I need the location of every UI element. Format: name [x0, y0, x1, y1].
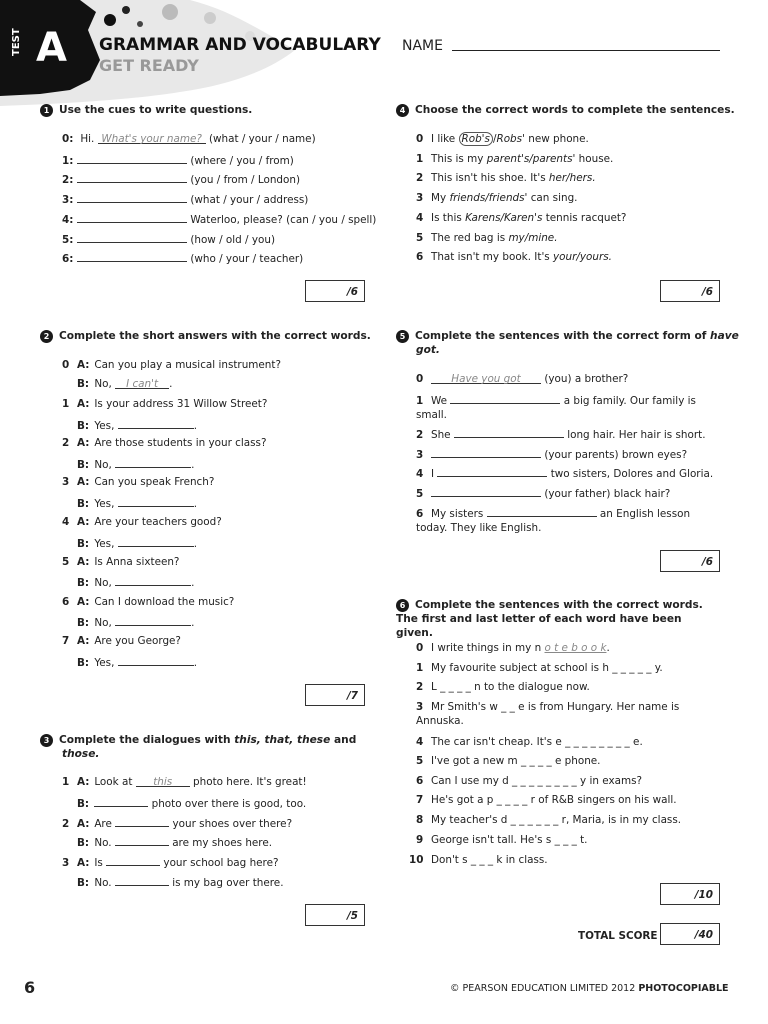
answer-blank[interactable]: [118, 535, 194, 547]
ex6-item: [416, 735, 643, 749]
item-prefix: That isn't my book. It's: [431, 251, 550, 263]
item-number: 1: [416, 395, 424, 407]
question-text: Can I download the music?: [94, 596, 235, 608]
item-number: 5: [416, 232, 424, 244]
item-number: 2: [416, 681, 424, 693]
total-score-label: TOTAL SCORE: [578, 930, 658, 942]
ex2-item-b: [77, 535, 197, 551]
speaker-b-label: B:: [77, 378, 90, 390]
answer-blank[interactable]: [115, 456, 191, 468]
item-number: 1: [62, 776, 70, 788]
question-text: Is your address 31 Willow Street?: [94, 398, 268, 410]
item-prefix: She: [431, 429, 451, 441]
dialogue-prefix: No.: [94, 877, 112, 889]
ex6-item: [416, 661, 663, 675]
ex5-item: [416, 465, 713, 481]
choice-options[interactable]: your/yours.: [553, 251, 612, 263]
ex3-instruction: Complete the dialogues with: [59, 734, 231, 746]
ex5-heading: [396, 329, 739, 343]
answer-blank[interactable]: [94, 795, 148, 807]
ex3-heading: [40, 733, 356, 747]
item-cue: Waterloo, please? (can / you / spell): [190, 214, 377, 226]
answer-blank[interactable]: [115, 815, 169, 827]
item-text[interactable]: My favourite subject at school is h _ _ _ _ _ y.: [431, 662, 663, 674]
item-suffix: long hair. Her hair is short.: [567, 429, 706, 441]
item-prefix: This isn't his shoe. It's: [431, 172, 546, 184]
answer-blank[interactable]: [118, 495, 194, 507]
item-text[interactable]: Don't s _ _ _ k in class.: [431, 854, 548, 866]
item-number: 2: [416, 172, 424, 184]
choice-options[interactable]: Karens/Karen's: [465, 212, 543, 224]
answer-blank[interactable]: [115, 874, 169, 886]
speaker-b-label: B:: [77, 498, 90, 510]
item-text[interactable]: L _ _ _ _ n to the dialogue now.: [431, 681, 590, 693]
ex2-item-b: [77, 614, 194, 630]
item-number: 1:: [62, 155, 74, 167]
dialogue-prefix: Are: [94, 818, 112, 830]
item-number: 3: [416, 449, 424, 461]
speaker-a-label: A:: [77, 776, 90, 788]
period: .: [193, 498, 198, 510]
item-number: 6: [416, 251, 424, 263]
answer-blank[interactable]: [77, 191, 187, 203]
ex2-item-b: [77, 456, 194, 472]
ex4-number-badge: 4: [396, 104, 409, 117]
ex6-item: [416, 700, 706, 728]
choice-options[interactable]: her/hers.: [548, 172, 596, 184]
dialogue-suffix: are my shoes here.: [172, 837, 273, 849]
choice-options[interactable]: my/mine.: [508, 232, 558, 244]
dialogue-prefix: Is: [94, 857, 103, 869]
item-number: 9: [416, 834, 424, 846]
item-suffix: an English lesson today. They like English.: [416, 508, 691, 534]
example-answer: this: [136, 775, 190, 787]
item-text[interactable]: He's got a p _ _ _ _ r of R&B singers on his wall.: [431, 794, 677, 806]
ex6-score-box: /10: [660, 883, 720, 905]
answer-prefix: No,: [94, 617, 112, 629]
speaker-a-label: A:: [77, 818, 90, 830]
speaker-b-label: B:: [77, 420, 90, 432]
item-number: 4:: [62, 214, 74, 226]
ex1-item: [62, 152, 294, 168]
ex4-instruction: Choose the correct words to complete the sentences.: [415, 104, 735, 116]
answer-blank[interactable]: [77, 152, 187, 164]
item-number: 4: [416, 212, 424, 224]
ex3-instruction-and: and: [334, 734, 357, 746]
ex3-item-b: [77, 834, 272, 850]
choice-options[interactable]: friends/friends': [449, 192, 528, 204]
item-number: 0:: [62, 133, 74, 145]
speaker-b-label: B:: [77, 798, 90, 810]
answer-blank[interactable]: [77, 211, 187, 223]
ex6-number-badge: 6: [396, 599, 409, 612]
ex3-item-a: [62, 854, 279, 870]
test-letter: A: [36, 25, 67, 71]
ex4-item: [416, 191, 577, 205]
ex1-item: [62, 171, 300, 187]
ex4-item: [416, 231, 558, 245]
item-cue: (who / your / teacher): [190, 253, 304, 265]
item-prefix: This is my: [431, 153, 484, 165]
speaker-b-label: B:: [77, 837, 90, 849]
answer-blank[interactable]: [431, 446, 541, 458]
period: .: [193, 420, 198, 432]
ex3-number-badge: 3: [40, 734, 53, 747]
answer-blank[interactable]: [118, 654, 194, 666]
choice-options[interactable]: parent's/parents': [486, 153, 576, 165]
item-suffix: house.: [578, 153, 614, 165]
item-prefix: Hi.: [80, 133, 95, 145]
item-number: 6:: [62, 253, 74, 265]
period: .: [191, 459, 195, 471]
item-number: 6: [416, 508, 424, 520]
ex3-instruction-last: those.: [62, 748, 100, 760]
dialogue-suffix: photo here. It's great!: [193, 776, 307, 788]
item-text[interactable]: George isn't tall. He's s _ _ _ t.: [431, 834, 588, 846]
period: .: [169, 378, 173, 390]
footer-copyright-line: [450, 982, 729, 996]
speaker-a-label: A:: [77, 359, 90, 371]
item-cue: (what / your / address): [190, 194, 309, 206]
ex4-heading: [396, 103, 735, 117]
item-prefix: My: [431, 192, 447, 204]
ex4-item: [416, 211, 626, 225]
speaker-a-label: A:: [77, 516, 90, 528]
answer-prefix: No,: [94, 378, 112, 390]
ex2-item-b: [77, 417, 197, 433]
ex5-item: [416, 485, 670, 501]
ex5-heading-line2: [416, 343, 440, 357]
item-cue: (what / your / name): [208, 133, 316, 145]
answer-blank[interactable]: [487, 505, 597, 517]
speaker-a-label: A:: [77, 398, 90, 410]
ex2-item-a: [62, 515, 222, 529]
item-suffix: tennis racquet?: [545, 212, 627, 224]
ex3-item-b: [77, 795, 306, 811]
item-prefix: The red bag is: [431, 232, 506, 244]
item-text[interactable]: I've got a new m _ _ _ _ e phone.: [431, 755, 601, 767]
page-number: 6: [24, 978, 36, 997]
item-suffix: two sisters, Dolores and Gloria.: [550, 468, 714, 480]
question-text: Can you play a musical instrument?: [94, 359, 281, 371]
item-prefix: I like: [431, 133, 456, 145]
ex5-instruction-post: got.: [416, 344, 440, 356]
ex1-item: [62, 132, 316, 146]
example-answer: What's your name?: [98, 132, 206, 144]
ex4-item: [416, 132, 589, 146]
answer-blank[interactable]: [77, 231, 187, 243]
ex1-score-box: /6: [305, 280, 365, 302]
ex6-heading: [396, 598, 708, 640]
answer-blank[interactable]: [115, 614, 191, 626]
ex1-item: [62, 250, 303, 266]
item-number: 3:: [62, 194, 74, 206]
item-text[interactable]: Can I use my d _ _ _ _ _ _ _ _ y in exams?: [431, 775, 643, 787]
speaker-b-label: B:: [77, 877, 90, 889]
item-cue: (where / you / from): [190, 155, 294, 167]
page-subtitle: GET READY: [99, 56, 199, 75]
name-label: NAME: [402, 38, 443, 54]
item-number: 5: [416, 755, 424, 767]
speaker-a-label: A:: [77, 635, 90, 647]
ex6-item: [416, 833, 588, 847]
item-number: 0: [416, 133, 424, 145]
ex5-instruction-italic: have: [710, 330, 739, 342]
period: .: [191, 617, 195, 629]
answer-blank[interactable]: [77, 250, 187, 262]
item-cue: (you / from / London): [190, 174, 300, 186]
item-prefix: I write things in my n: [431, 642, 542, 654]
answer-blank[interactable]: [454, 426, 564, 438]
circled-choice: Rob's: [459, 132, 493, 146]
ex3-score-box: /5: [305, 904, 365, 926]
answer-blank[interactable]: [115, 574, 191, 586]
item-number: 5:: [62, 234, 74, 246]
speaker-b-label: B:: [77, 577, 90, 589]
ex2-item-a: [62, 436, 266, 450]
item-number: 3: [416, 192, 424, 204]
ex2-item-b: [77, 495, 197, 511]
ex1-number-badge: 1: [40, 104, 53, 117]
item-number: 6: [62, 596, 70, 608]
ex5-number-badge: 5: [396, 330, 409, 343]
ex1-item: [62, 211, 376, 227]
ex4-item: [416, 152, 613, 166]
item-suffix: can sing.: [530, 192, 578, 204]
ex6-item: [416, 793, 677, 807]
question-text: Are your teachers good?: [94, 516, 222, 528]
item-number: 6: [416, 775, 424, 787]
speaker-b-label: B:: [77, 657, 90, 669]
item-number: 0: [62, 359, 70, 371]
item-text[interactable]: Mr Smith's w _ _ e is from Hungary. Her name is Annuska.: [416, 701, 680, 727]
answer-prefix: No,: [94, 577, 112, 589]
ex6-item: [416, 813, 681, 827]
ex3-item-a: [62, 775, 307, 789]
ex2-item-b: [77, 377, 172, 391]
item-number: 5: [416, 488, 424, 500]
ex5-item: [416, 392, 716, 422]
ex1-heading: [40, 103, 252, 117]
dialogue-prefix: No.: [94, 837, 112, 849]
item-suffix: (your parents) brown eyes?: [544, 449, 688, 461]
item-suffix: a big family. Our family is small.: [416, 395, 696, 421]
ex2-number-badge: 2: [40, 330, 53, 343]
ex3-heading-line2: [62, 747, 99, 761]
answer-prefix: Yes,: [94, 420, 115, 432]
ex2-item-a: [62, 595, 234, 609]
ex2-item-a: [62, 358, 281, 372]
item-suffix: (you) a brother?: [544, 373, 629, 385]
ex5-instruction: Complete the sentences with the correct form of: [415, 330, 707, 342]
item-text[interactable]: The car isn't cheap. It's e _ _ _ _ _ _ _ _ e.: [431, 736, 643, 748]
ex2-instruction: Complete the short answers with the correct words.: [59, 330, 371, 342]
item-number: 1: [416, 153, 424, 165]
ex3-item-b: [77, 874, 284, 890]
item-number: 2:: [62, 174, 74, 186]
ex2-item-a: [62, 634, 181, 648]
ex3-instruction-words: this, that, these: [234, 734, 331, 746]
item-number: 0: [416, 642, 424, 654]
item-number: 3: [62, 476, 70, 488]
ex5-item: [416, 505, 706, 535]
item-number: 2: [416, 429, 424, 441]
ex6-item: [416, 774, 642, 788]
answer-blank[interactable]: [437, 465, 547, 477]
dialogue-suffix: your shoes over there?: [172, 818, 293, 830]
ex2-item-a: [62, 555, 179, 569]
dialogue-suffix: photo over there is good, too.: [151, 798, 307, 810]
question-text: Are those students in your class?: [94, 437, 267, 449]
ex3-item-a: [62, 815, 292, 831]
question-text: Can you speak French?: [94, 476, 215, 488]
speaker-a-label: A:: [77, 476, 90, 488]
item-number: 10: [409, 854, 424, 866]
item-number: 4: [416, 468, 424, 480]
ex2-item-b: [77, 574, 194, 590]
item-prefix: Is this: [431, 212, 462, 224]
ex1-item: [62, 191, 308, 207]
item-prefix: We: [431, 395, 448, 407]
dialogue-prefix: Look at: [94, 776, 133, 788]
item-number: 1: [416, 662, 424, 674]
ex2-heading: [40, 329, 371, 343]
period: .: [193, 657, 198, 669]
ex6-item: [409, 853, 548, 867]
speaker-b-label: B:: [77, 617, 90, 629]
period: .: [193, 538, 198, 550]
answer-prefix: No,: [94, 459, 112, 471]
item-text[interactable]: My teacher's d _ _ _ _ _ _ r, Maria, is in my class.: [431, 814, 682, 826]
speaker-a-label: A:: [77, 556, 90, 568]
answer-blank[interactable]: [77, 171, 187, 183]
ex5-score-box: /6: [660, 550, 720, 572]
item-number: 3: [62, 857, 70, 869]
example-answer: o t e b o o k: [544, 642, 607, 654]
item-number: 5: [62, 556, 70, 568]
ex2-item-a: [62, 397, 267, 411]
answer-prefix: Yes,: [94, 498, 115, 510]
ex5-item: [416, 446, 687, 462]
item-number: 7: [416, 794, 424, 806]
choice-separator: /: [492, 133, 497, 145]
item-number: 0: [416, 373, 424, 385]
ex5-item: [416, 372, 628, 386]
ex2-item-b: [77, 654, 197, 670]
example-answer: I can't: [115, 377, 169, 389]
ex4-score-box: /6: [660, 280, 720, 302]
answer-prefix: Yes,: [94, 657, 115, 669]
item-number: 1: [62, 398, 70, 410]
speaker-a-label: A:: [77, 437, 90, 449]
item-prefix: I: [431, 468, 435, 480]
ex2-item-a: [62, 475, 214, 489]
photocopiable-text: PHOTOCOPIABLE: [638, 983, 729, 994]
item-number: 4: [62, 516, 70, 528]
item-number: 7: [62, 635, 70, 647]
item-number: 8: [416, 814, 424, 826]
answer-blank[interactable]: [106, 854, 160, 866]
name-field[interactable]: [452, 50, 720, 51]
answer-blank[interactable]: [118, 417, 194, 429]
ex6-item: [416, 754, 600, 768]
item-suffix: (your father) black hair?: [544, 488, 671, 500]
item-prefix: My sisters: [431, 508, 484, 520]
item-number: 3: [416, 701, 424, 713]
answer-blank[interactable]: [450, 392, 560, 404]
ex4-item: [416, 250, 612, 264]
item-cue: (how / old / you): [190, 234, 276, 246]
speaker-b-label: B:: [77, 459, 90, 471]
item-number: 4: [416, 736, 424, 748]
ex6-item: [416, 641, 610, 655]
answer-blank[interactable]: [115, 834, 169, 846]
item-number: 2: [62, 818, 70, 830]
choice-option: Robs': [496, 133, 525, 145]
question-text: Are you George?: [94, 635, 181, 647]
ex1-item: [62, 231, 275, 247]
ex1-instruction: Use the cues to write questions.: [59, 104, 253, 116]
page-title: GRAMMAR AND VOCABULARY: [99, 35, 381, 55]
period: .: [191, 577, 195, 589]
ex4-item: [416, 171, 596, 185]
speaker-a-label: A:: [77, 596, 90, 608]
total-score-box: /40: [660, 923, 720, 945]
example-answer: Have you got: [431, 372, 541, 384]
dialogue-suffix: is my bag over there.: [172, 877, 284, 889]
answer-blank[interactable]: [431, 485, 541, 497]
speaker-b-label: B:: [77, 538, 90, 550]
ex2-score-box: /7: [305, 684, 365, 706]
speaker-a-label: A:: [77, 857, 90, 869]
copyright-text: © PEARSON EDUCATION LIMITED 2012: [450, 983, 636, 994]
dialogue-suffix: your school bag here?: [163, 857, 279, 869]
item-suffix: .: [606, 642, 610, 654]
ex6-item: [416, 680, 590, 694]
item-suffix: new phone.: [528, 133, 589, 145]
item-number: 2: [62, 437, 70, 449]
test-word: TEST: [11, 28, 22, 56]
question-text: Is Anna sixteen?: [94, 556, 180, 568]
ex6-instruction: Complete the sentences with the correct words. The first and last letter of each word have been given.: [396, 599, 703, 639]
answer-prefix: Yes,: [94, 538, 115, 550]
ex5-item: [416, 426, 706, 442]
